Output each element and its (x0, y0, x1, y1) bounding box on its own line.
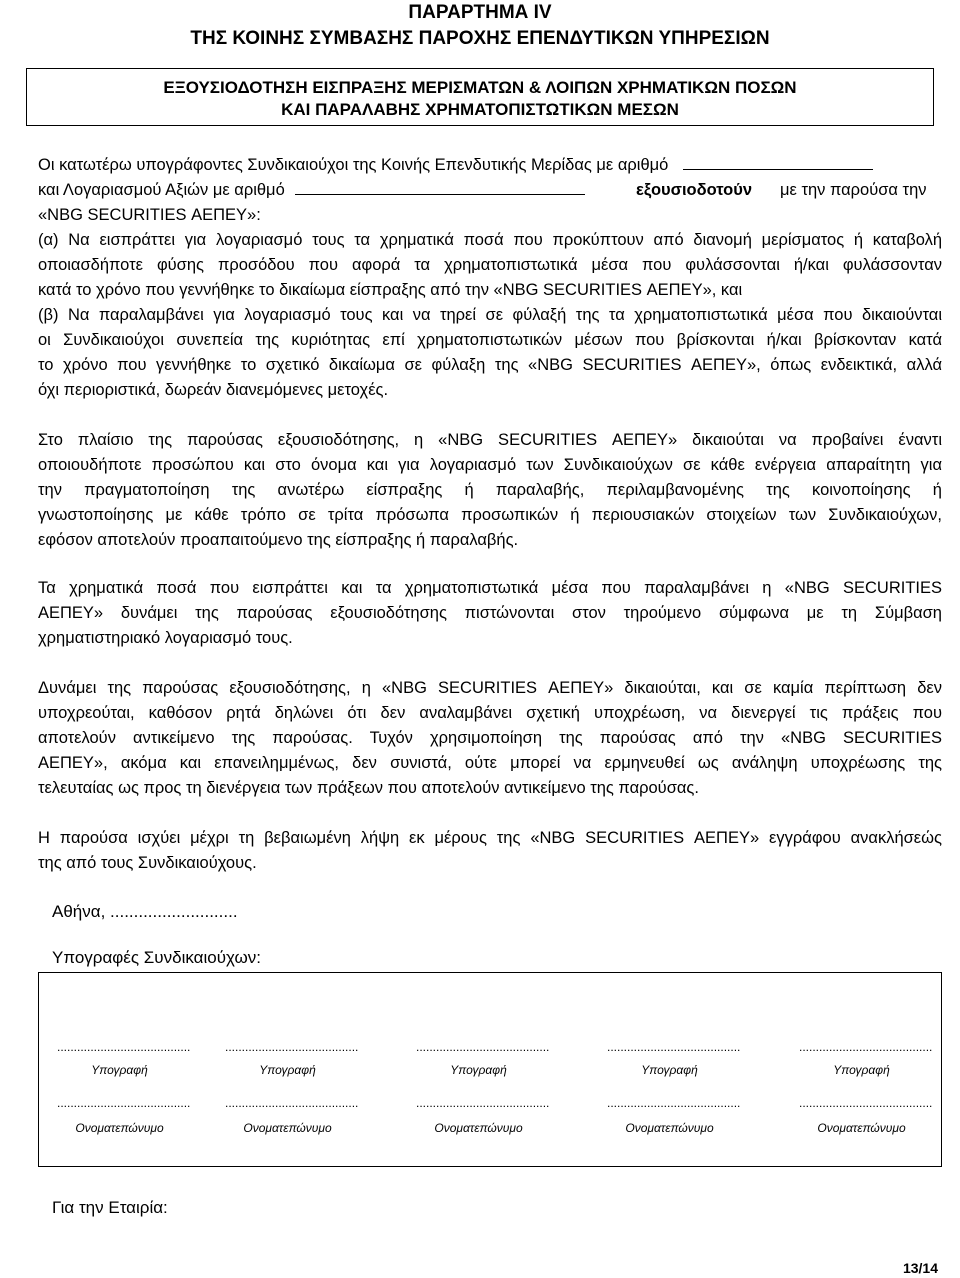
signature-slot-3[interactable] (416, 1040, 550, 1077)
para-b-line-1: (β) Να παραλαμβάνει για λογαριασμό τους και να τηρεί σε φύλαξή της τα χρηματοπιστωτικά μέσα που δικαιούνται (38, 306, 942, 324)
para-4-line-2: υποχρεούται, καθόσον ρητά δηλώνει ότι δεν αναλαμβάνει σχετική υποχρέωση, να διενεργεί τις πράξεις που (38, 704, 942, 722)
authorize-word: εξουσιοδοτούν (636, 181, 752, 199)
signature-slot-4[interactable] (607, 1040, 741, 1077)
signature-slot-5[interactable] (799, 1040, 933, 1077)
dotted-line: ........................................ (57, 1096, 191, 1110)
page-number: 13/14 (902, 1260, 938, 1276)
para-4-line-4: ΑΕΠΕΥ», ακόμα και επανειλημμένως, δεν συνιστά, ούτε μπορεί να ερμηνευθεί ως ανάληψη υποχρέωσης της (38, 754, 942, 772)
para-5-line-2: της από τους Συνδικαιούχους. (38, 854, 257, 872)
dotted-line: ........................................ (607, 1040, 741, 1054)
name-slot-4[interactable] (607, 1096, 741, 1135)
para-2-line-2: οποιουδήποτε προσώπου και στο όνομα και για λογαριασμό των Συνδικαιούχων σε κάθε ενέργεια απαραίτητη για (38, 456, 942, 474)
name-slot-2[interactable] (225, 1096, 359, 1135)
signature-label: Υπογραφή (91, 1063, 148, 1077)
para-a-line-3: κατά το χρόνο που γεννήθηκε το δικαίωμα είσπραξης από την «NBG SECURITIES ΑΕΠΕΥ», και (38, 281, 743, 299)
box-title-line-2: ΚΑΙ ΠΑΡΑΛΑΒΗΣ ΧΡΗΜΑΤΟΠΙΣΤΩΤΙΚΩΝ ΜΕΣΩΝ (281, 100, 679, 119)
para-2-line-4: γνωστοποίησης με κάθε τρόπο σε τρίτα πρόσωπα προσωπικών ή περιουσιακών στοιχείων των Συνδικαιούχων, (38, 506, 942, 524)
signature-slot-1[interactable] (57, 1040, 191, 1077)
para-4-line-3: αποτελούν αντικείμενο της παρούσας. Τυχόν χρησιμοποίηση της παρούσας από την «NBG SECURITIES (38, 729, 942, 747)
name-slot-5[interactable] (799, 1096, 933, 1135)
para-a-line-1: (α) Να εισπράττει για λογαριασμό τους τα χρηματικά ποσά που προκύπτουν από διανομή μερίσματος ή καταβολή (38, 231, 942, 249)
name-label: Ονοματεπώνυμο (625, 1121, 714, 1135)
dotted-line: ........................................ (799, 1096, 933, 1110)
para-3-line-1: Τα χρηματικά ποσά που εισπράττει και τα χρηματοπιστωτικά μέσα που παραλαμβάνει η «NBG SECURITIES (38, 579, 942, 597)
company-label: Για την Εταιρία: (52, 1198, 168, 1217)
para-4-line-1: Δυνάμει της παρούσας εξουσιοδότησης, η «NBG SECURITIES ΑΕΠΕΥ» δικαιούται, και σε καμία περίπτωση δεν (38, 679, 942, 697)
para-5-line-1: Η παρούσα ισχύει μέχρι τη βεβαιωμένη λήψη εκ μέρους της «NBG SECURITIES ΑΕΠΕΥ» εγγράφου ανακλήσεώς (38, 829, 942, 847)
signature-label: Υπογραφή (833, 1063, 890, 1077)
para-4-line-5: τελευταίας ως προς τη διενέργεια των πράξεων που αποτελούν αντικείμενο της παρούσας. (38, 779, 699, 797)
para-b-line-4: όχι περιοριστικά, δωρεάν διανεμόμενες μετοχές. (38, 381, 389, 399)
signature-label: Υπογραφή (450, 1063, 507, 1077)
signatures-box (38, 972, 942, 1167)
place-date: Αθήνα, ........................... (52, 902, 238, 921)
name-label: Ονοματεπώνυμο (817, 1121, 906, 1135)
para-a-line-2: οποιασδήποτε φύσης προσόδου που αφορά τα χρηματοπιστωτικά μέσα που φυλάσσονται ή/και φυλάσσονταν (38, 256, 942, 274)
signature-slot-2[interactable] (225, 1040, 359, 1077)
contract-title: ΤΗΣ ΚΟΙΝΗΣ ΣΥΜΒΑΣΗΣ ΠΑΡΟΧΗΣ ΕΠΕΝΔΥΤΙΚΩΝ ΥΠΗΡΕΣΙΩΝ (190, 28, 770, 49)
signature-label: Υπογραφή (259, 1063, 316, 1077)
authorization-title-box (26, 68, 934, 126)
intro-line-3: «NBG SECURITIES ΑΕΠΕΥ»: (38, 206, 261, 224)
para-b-line-3: το χρόνο που γεννήθηκε το σχετικό δικαίωμα σε φύλαξη της «NBG SECURITIES ΑΕΠΕΥ», όπως ενδεικτικά, αλλά (38, 356, 942, 374)
dotted-line: ........................................ (225, 1040, 359, 1054)
dotted-line: ........................................ (57, 1040, 191, 1054)
name-label: Ονοματεπώνυμο (75, 1121, 164, 1135)
annex-title: ΠΑΡΑΡΤΗΜΑ IV (408, 2, 552, 23)
para-b-line-2: οι Συνδικαιούχοι συνεπεία της κυριότητας επί χρηματοπιστωτικών μέσων που βρίσκονται ή/και βρίσκονταν κατά (38, 331, 942, 349)
portfolio-number-blank[interactable] (683, 155, 873, 170)
intro-line-2 (38, 178, 942, 203)
name-slot-3[interactable] (416, 1096, 550, 1135)
para-2-line-3: την πραγματοποίηση της ανωτέρω είσπραξης ή παραλαβής, περιλαμβανομένης της κοινοποίησης ή (38, 481, 942, 499)
box-title-line-1: ΕΞΟΥΣΙΟΔΟΤΗΣΗ ΕΙΣΠΡΑΞΗΣ ΜΕΡΙΣΜΑΤΩΝ & ΛΟΙΠΩΝ ΧΡΗΜΑΤΙΚΩΝ ΠΟΣΩΝ (163, 78, 797, 97)
para-2-line-1: Στο πλαίσιο της παρούσας εξουσιοδότησης, η «NBG SECURITIES ΑΕΠΕΥ» δικαιούται να προβαίνει έναντι (38, 431, 942, 449)
securities-account-blank[interactable] (295, 180, 585, 195)
signature-label: Υπογραφή (641, 1063, 698, 1077)
intro-text-2a: και Λογαριασμού Αξιών με αριθμό (38, 181, 285, 199)
dotted-line: ........................................ (416, 1040, 550, 1054)
name-label: Ονοματεπώνυμο (243, 1121, 332, 1135)
dotted-line: ........................................ (416, 1096, 550, 1110)
signatures-heading: Υπογραφές Συνδικαιούχων: (52, 948, 261, 967)
name-slot-1[interactable] (57, 1096, 191, 1135)
dotted-line: ........................................ (607, 1096, 741, 1110)
para-3-line-3: χρηματιστηριακό λογαριασμό τους. (38, 629, 293, 647)
dotted-line: ........................................ (225, 1096, 359, 1110)
dotted-line: ........................................ (799, 1040, 933, 1054)
para-3-line-2: ΑΕΠΕΥ» δυνάμει της παρούσας εξουσιοδότησης πιστώνονται στον τηρούμενο σύμφωνα με τη Σύμβαση (38, 604, 942, 622)
intro-text-2c: με την παρούσα την (780, 181, 927, 199)
intro-text-1: Οι κατωτέρω υπογράφοντες Συνδικαιούχοι της Κοινής Επενδυτικής Μερίδας με αριθμό (38, 156, 669, 174)
para-2-line-5: εφόσον αποτελούν προαπαιτούμενο της είσπραξης ή παραλαβής. (38, 531, 519, 549)
name-label: Ονοματεπώνυμο (434, 1121, 523, 1135)
intro-line-1 (38, 153, 942, 178)
